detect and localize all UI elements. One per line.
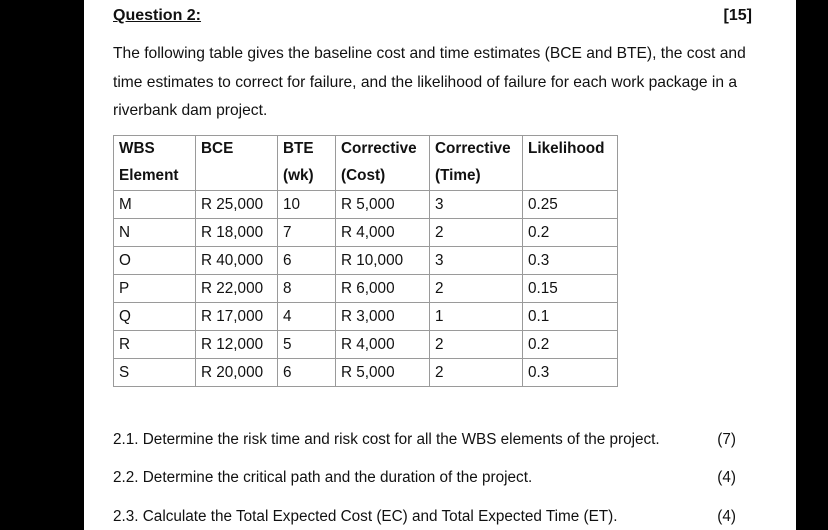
question-title: Question 2: [113, 7, 202, 24]
subquestion-2-1-marks: (7) [717, 431, 736, 448]
header-cell: (Time) [430, 161, 523, 191]
header-cell: Likelihood [523, 136, 618, 162]
header-cell: BCE [196, 136, 278, 162]
table-cell: R 40,000 [196, 247, 278, 275]
table-cell: R 17,000 [196, 303, 278, 331]
table-row [114, 219, 618, 247]
table-cell: 2 [430, 219, 523, 247]
header-cell: Element [114, 161, 196, 191]
header-cell: WBS [114, 136, 196, 162]
table-cell: R 4,000 [336, 331, 430, 359]
table-cell: R 12,000 [196, 331, 278, 359]
subquestion-2-3-marks: (4) [717, 508, 736, 525]
table-cell: 0.3 [523, 359, 618, 387]
intro-paragraph: The following table gives the baseline cost and time estimates (BCE and BTE), the cost and time estimates to correct for failure, and the likelihood of failure for each work package in a riverbank dam project. [113, 45, 746, 119]
table-body [114, 191, 618, 387]
table-cell: 2 [430, 359, 523, 387]
table-cell: M [114, 191, 196, 219]
table-cell: Q [114, 303, 196, 331]
table-cell: 0.2 [523, 331, 618, 359]
subquestion-2-2-marks: (4) [717, 469, 736, 486]
table-cell: 0.2 [523, 219, 618, 247]
header-cell [196, 161, 278, 191]
table-cell: R 5,000 [336, 191, 430, 219]
table-cell: 2 [430, 275, 523, 303]
subquestion-2-1: 2.1. Determine the risk time and risk cost for all the WBS elements of the project. [113, 431, 660, 448]
table-cell: 8 [278, 275, 336, 303]
table-header-row [114, 161, 618, 191]
table-cell: R 4,000 [336, 219, 430, 247]
question-marks: [15] [723, 7, 752, 24]
document-page [84, 0, 796, 530]
table-cell: 1 [430, 303, 523, 331]
table-cell: 6 [278, 359, 336, 387]
subquestion-2-3: 2.3. Calculate the Total Expected Cost (EC) and Total Expected Time (ET). [113, 508, 618, 525]
table-row [114, 303, 618, 331]
table-cell: 5 [278, 331, 336, 359]
table-cell: S [114, 359, 196, 387]
table-cell: 2 [430, 331, 523, 359]
table-cell: P [114, 275, 196, 303]
table-cell: 0.1 [523, 303, 618, 331]
table-cell: R 5,000 [336, 359, 430, 387]
table-cell: R 22,000 [196, 275, 278, 303]
table-cell: N [114, 219, 196, 247]
header-cell: Corrective [336, 136, 430, 162]
table-cell: R [114, 331, 196, 359]
header-cell: (Cost) [336, 161, 430, 191]
table-row [114, 331, 618, 359]
table-cell: R 25,000 [196, 191, 278, 219]
table-row [114, 359, 618, 387]
table-cell: 4 [278, 303, 336, 331]
table-cell: R 6,000 [336, 275, 430, 303]
table-cell: 7 [278, 219, 336, 247]
table-row [114, 247, 618, 275]
header-cell: (wk) [278, 161, 336, 191]
table-cell: R 18,000 [196, 219, 278, 247]
table-cell: 10 [278, 191, 336, 219]
table-cell: 3 [430, 247, 523, 275]
table-cell: 0.3 [523, 247, 618, 275]
table-header-row [114, 136, 618, 162]
table-cell: R 3,000 [336, 303, 430, 331]
table-cell: 3 [430, 191, 523, 219]
table-cell: 0.15 [523, 275, 618, 303]
table-cell: 0.25 [523, 191, 618, 219]
header-cell: BTE [278, 136, 336, 162]
table-cell: R 10,000 [336, 247, 430, 275]
header-cell [523, 161, 618, 191]
wbs-table [113, 135, 618, 387]
table-row [114, 275, 618, 303]
table-cell: R 20,000 [196, 359, 278, 387]
table-cell: O [114, 247, 196, 275]
header-cell: Corrective [430, 136, 523, 162]
table-row [114, 191, 618, 219]
subquestion-2-2: 2.2. Determine the critical path and the duration of the project. [113, 469, 533, 486]
table-cell: 6 [278, 247, 336, 275]
